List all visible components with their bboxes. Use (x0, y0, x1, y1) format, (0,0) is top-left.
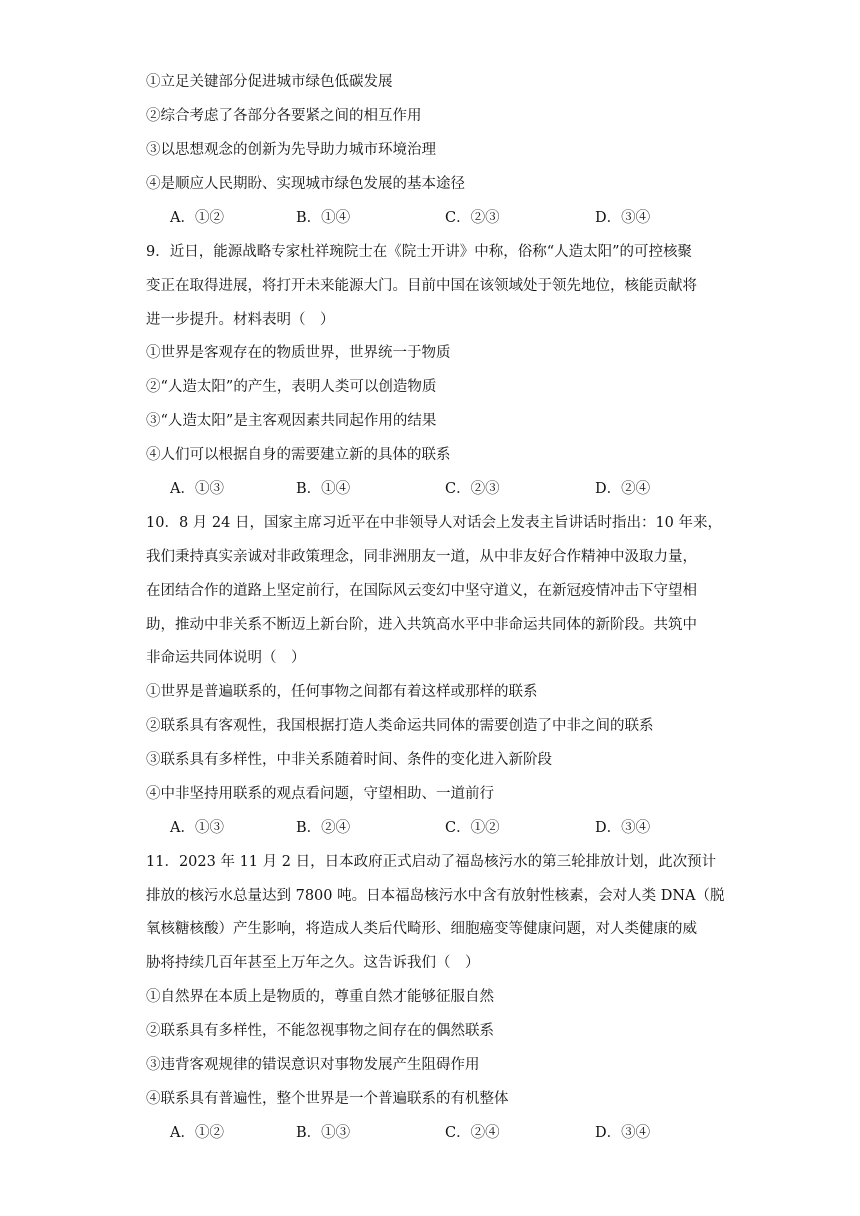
q9-option-b: B．①④ (296, 481, 351, 497)
q8-statement-1: ①立足关键部分促进城市绿色低碳发展 (146, 74, 393, 90)
q9-stem-line-3: 进一步提升。材料表明（ ） (146, 312, 335, 328)
q10-statement-1: ①世界是普遍联系的，任何事物之间都有着这样或那样的联系 (146, 684, 538, 700)
q9-option-d: D．②④ (595, 481, 651, 497)
q11-option-d: D．③④ (595, 1125, 651, 1141)
q11-statement-3: ③违背客观规律的错误意识对事物发展产生阻碍作用 (146, 1057, 480, 1073)
q11-options (170, 1123, 730, 1143)
q11-stem-line-1: 11．2023 年 11 月 2 日，日本政府正式启动了福岛核污水的第三轮排放计划，此次预计 (146, 854, 717, 870)
q11-stem-line-4: 胁将持续几百年甚至上万年之久。这告诉我们（ ） (146, 955, 480, 971)
q9-statement-4: ④人们可以根据自身的需要建立新的具体的联系 (146, 447, 451, 463)
q11-option-b: B．①③ (296, 1125, 351, 1141)
q10-stem-line-5: 非命运共同体说明（ ） (146, 650, 306, 666)
q10-statement-2: ②联系具有客观性，我国根据打造人类命运共同体的需要创造了中非之间的联系 (146, 718, 654, 734)
q8-option-d: D．③④ (595, 210, 651, 226)
q8-option-a: A．①② (170, 210, 224, 226)
q9-stem-line-2: 变正在取得进展，将打开未来能源大门。目前中国在该领域处于领先地位，核能贡献将 (146, 278, 697, 294)
q9-statement-2: ②“人造太阳”的产生，表明人类可以创造物质 (146, 379, 437, 395)
q10-stem-line-1: 10．8 月 24 日，国家主席习近平在中非领导人对话会上发表主旨讲话时指出：10 年来， (146, 515, 723, 531)
q8-statement-2: ②综合考虑了各部分各要紧之间的相互作用 (146, 108, 422, 124)
q9-options (170, 479, 730, 499)
q9-statement-3: ③“人造太阳”是主客观因素共同起作用的结果 (146, 413, 437, 429)
q10-option-c: C．①② (445, 820, 500, 836)
q9-option-a: A．①③ (170, 481, 224, 497)
q9-stem-line-1: 9．近日，能源战略专家杜祥琬院士在《院士开讲》中称，俗称“人造太阳”的可控核聚 (146, 244, 693, 260)
q11-statement-1: ①自然界在本质上是物质的，尊重自然才能够征服自然 (146, 989, 494, 1005)
q11-option-c: C．②④ (445, 1125, 500, 1141)
q11-stem-line-3: 氧核糖核酸）产生影响，将造成人类后代畸形、细胞癌变等健康问题，对人类健康的威 (146, 921, 697, 937)
q11-stem-line-2: 排放的核污水总量达到 7800 吨。日本福岛核污水中含有放射性核素，会对人类 DNA（脱 (146, 888, 725, 904)
q10-options (170, 818, 730, 838)
q10-option-b: B．②④ (296, 820, 351, 836)
q8-statement-4: ④是顺应人民期盼、实现城市绿色发展的基本途径 (146, 176, 465, 192)
q8-options (170, 208, 730, 228)
q10-stem-line-3: 在团结合作的道路上坚定前行，在国际风云变幻中坚守道义，在新冠疫情冲击下守望相 (146, 583, 697, 599)
q9-option-c: C．②③ (445, 481, 500, 497)
q10-option-a: A．①③ (170, 820, 224, 836)
q8-option-b: B．①④ (296, 210, 351, 226)
q10-stem-line-4: 助，推动中非关系不断迈上新台阶，进入共筑高水平中非命运共同体的新阶段。共筑中 (146, 617, 697, 633)
q8-option-c: C．②③ (445, 210, 500, 226)
q11-statement-2: ②联系具有多样性，不能忽视事物之间存在的偶然联系 (146, 1023, 494, 1039)
q10-statement-3: ③联系具有多样性，中非关系随着时间、条件的变化进入新阶段 (146, 752, 552, 768)
q10-stem-line-2: 我们秉持真实亲诚对非政策理念，同非洲朋友一道，从中非友好合作精神中汲取力量， (146, 549, 697, 565)
q8-statement-3: ③以思想观念的创新为先导助力城市环境治理 (146, 142, 436, 158)
q11-option-a: A．①② (170, 1125, 224, 1141)
q9-statement-1: ①世界是客观存在的物质世界，世界统一于物质 (146, 345, 451, 361)
q10-statement-4: ④中非坚持用联系的观点看问题，守望相助、一道前行 (146, 786, 494, 802)
q10-option-d: D．③④ (595, 820, 651, 836)
q11-statement-4: ④联系具有普遍性，整个世界是一个普遍联系的有机整体 (146, 1091, 509, 1107)
